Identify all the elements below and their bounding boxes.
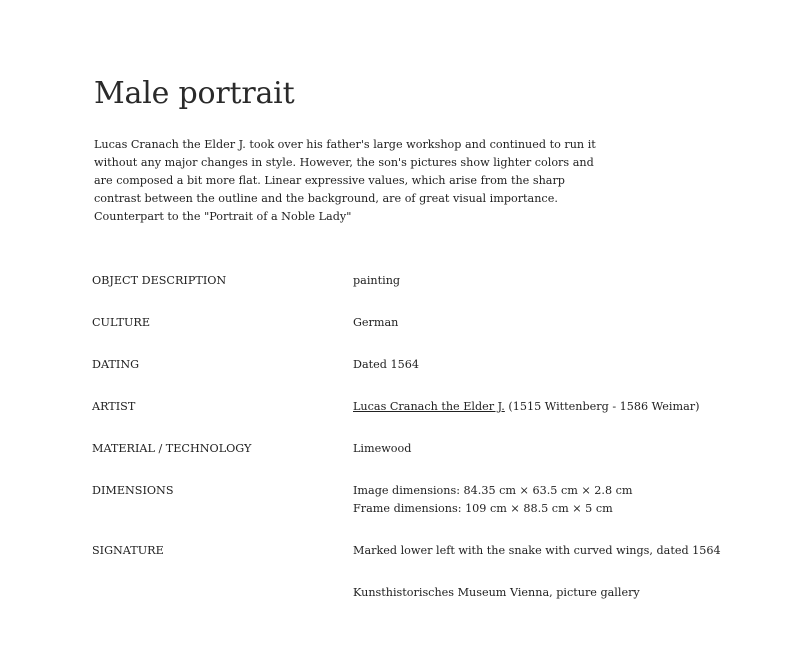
- image-dimensions: Image dimensions: 84.35 cm × 63.5 cm × 2.8 cm: [353, 484, 633, 497]
- detail-row-material: [92, 440, 732, 458]
- detail-value: [353, 398, 732, 416]
- detail-value: Kunsthistorisches Museum Vienna, picture gallery: [353, 586, 640, 599]
- artwork-details-table: [92, 272, 732, 626]
- detail-label: ARTIST: [92, 400, 136, 413]
- detail-value: [353, 482, 732, 518]
- detail-value: Marked lower left with the snake with curved wings, dated 1564: [353, 544, 721, 557]
- detail-value: German: [353, 316, 399, 329]
- detail-row-artist: [92, 398, 732, 416]
- detail-value: Limewood: [353, 442, 412, 455]
- detail-label: CULTURE: [92, 316, 150, 329]
- detail-label: SIGNATURE: [92, 544, 164, 557]
- detail-value: painting: [353, 274, 401, 287]
- detail-row-dating: [92, 356, 732, 374]
- detail-row-object-description: [92, 272, 732, 290]
- detail-label: MATERIAL / TECHNOLOGY: [92, 442, 252, 455]
- detail-label: OBJECT DESCRIPTION: [92, 274, 227, 287]
- artist-link[interactable]: Lucas Cranach the Elder J.: [353, 400, 505, 413]
- detail-row-signature: [92, 542, 732, 560]
- artwork-description: Lucas Cranach the Elder J. took over his father's large workshop and continued to run it without any major changes in style. However, the son's pictures show lighter colors and are composed a bit more flat. Linear expressive values, which arise from the sharp contrast between the outline and the background, are of great visual importance. Counterpart to the "Portrait of a Noble Lady": [94, 138, 596, 223]
- detail-row-collection: [92, 584, 732, 602]
- detail-label: DATING: [92, 358, 140, 371]
- page-title: Male portrait: [94, 76, 295, 111]
- frame-dimensions: Frame dimensions: 109 cm × 88.5 cm × 5 cm: [353, 502, 613, 515]
- detail-label: DIMENSIONS: [92, 484, 174, 497]
- artist-lifespan: (1515 Wittenberg - 1586 Weimar): [504, 400, 700, 413]
- detail-value: Dated 1564: [353, 358, 419, 371]
- detail-row-culture: [92, 314, 732, 332]
- detail-row-dimensions: [92, 482, 732, 518]
